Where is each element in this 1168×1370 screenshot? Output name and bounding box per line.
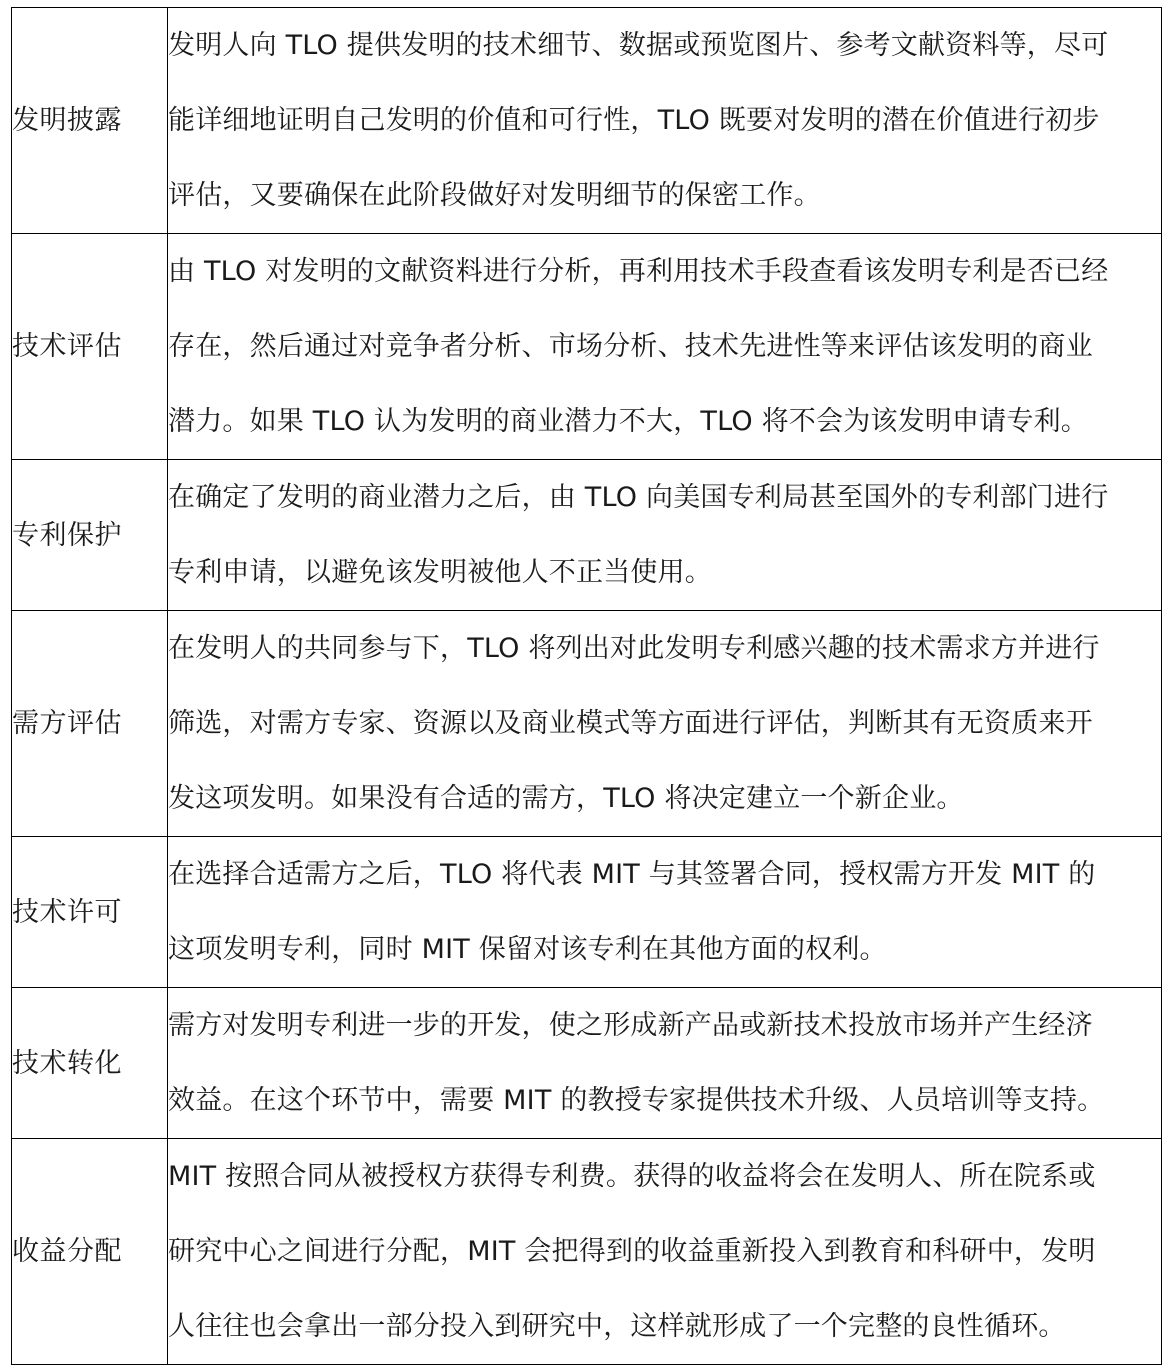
- stage-description: [168, 988, 1162, 1139]
- table-row: [12, 988, 1162, 1139]
- description-line: 在发明人的共同参与下，TLO 将列出对此发明专利感兴趣的技术需求方并进行: [168, 633, 1100, 664]
- stage-label: 技术转化: [12, 988, 168, 1139]
- description-line: 专利申请，以避免该发明被他人不正当使用。: [168, 557, 712, 588]
- stage-label: 专利保护: [12, 460, 168, 611]
- description-line: 由 TLO 对发明的文献资料进行分析，再利用技术手段查看该发明专利是否已经: [168, 256, 1109, 287]
- description-line: 在确定了发明的商业潜力之后，由 TLO 向美国专利局甚至国外的专利部门进行: [168, 482, 1109, 513]
- description-line: 效益。在这个环节中，需要 MIT 的教授专家提供技术升级、人员培训等支持。: [168, 1085, 1105, 1116]
- table-row: [12, 1139, 1162, 1365]
- table-row: [12, 611, 1162, 837]
- description-line: 存在，然后通过对竞争者分析、市场分析、技术先进性等来评估该发明的商业: [168, 331, 1093, 362]
- stage-label: 技术评估: [12, 234, 168, 460]
- stage-description: [168, 8, 1162, 234]
- stage-description: [168, 234, 1162, 460]
- description-line: 发这项发明。如果没有合适的需方，TLO 将决定建立一个新企业。: [168, 783, 964, 814]
- stage-description: [168, 460, 1162, 611]
- table-row: [12, 8, 1162, 234]
- description-line: 发明人向 TLO 提供发明的技术细节、数据或预览图片、参考文献资料等，尽可: [168, 30, 1109, 61]
- table-row: [12, 460, 1162, 611]
- table-row: [12, 234, 1162, 460]
- description-line: 在选择合适需方之后，TLO 将代表 MIT 与其签署合同，授权需方开发 MIT 的: [168, 859, 1096, 890]
- stage-description: [168, 611, 1162, 837]
- stage-label: 发明披露: [12, 8, 168, 234]
- description-line: MIT 按照合同从被授权方获得专利费。获得的收益将会在发明人、所在院系或: [168, 1161, 1096, 1192]
- description-line: 评估，又要确保在此阶段做好对发明细节的保密工作。: [168, 180, 821, 211]
- description-line: 能详细地证明自己发明的价值和可行性，TLO 既要对发明的潜在价值进行初步: [168, 105, 1100, 136]
- stage-description: [168, 1139, 1162, 1365]
- description-line: 研究中心之间进行分配，MIT 会把得到的收益重新投入到教育和科研中，发明: [168, 1236, 1096, 1267]
- description-line: 需方对发明专利进一步的开发，使之形成新产品或新技术投放市场并产生经济: [168, 1010, 1093, 1041]
- stage-description: [168, 837, 1162, 988]
- stage-label: 需方评估: [12, 611, 168, 837]
- process-table: [11, 7, 1162, 1365]
- table-row: [12, 837, 1162, 988]
- description-line: 这项发明专利，同时 MIT 保留对该专利在其他方面的权利。: [168, 934, 887, 965]
- description-line: 潜力。如果 TLO 认为发明的商业潜力不大，TLO 将不会为该发明申请专利。: [168, 406, 1088, 437]
- description-line: 筛选，对需方专家、资源以及商业模式等方面进行评估，判断其有无资质来开: [168, 708, 1093, 739]
- stage-label: 技术许可: [12, 837, 168, 988]
- stage-label: 收益分配: [12, 1139, 168, 1365]
- description-line: 人往往也会拿出一部分投入到研究中，这样就形成了一个完整的良性循环。: [168, 1311, 1066, 1342]
